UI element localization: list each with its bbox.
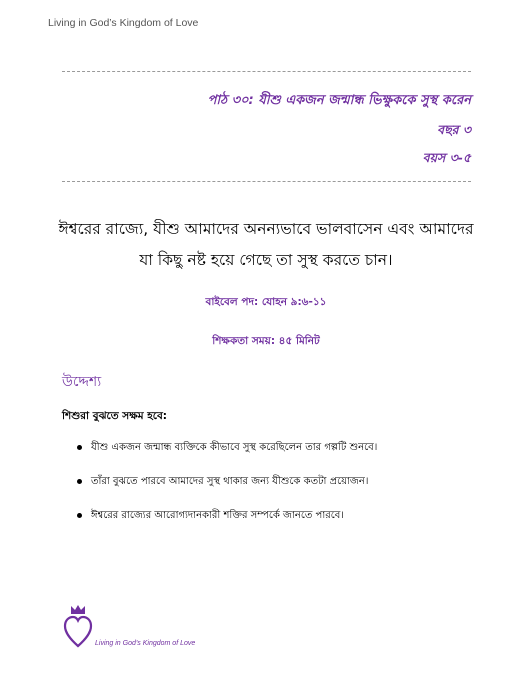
lesson-age: বয়স ৩-৫ [422, 150, 471, 165]
bottom-divider [62, 181, 471, 182]
footer-text: Living in God’s Kingdom of Love [95, 640, 196, 647]
theme-statement [40, 214, 492, 276]
list-item [77, 440, 497, 474]
crown-heart-logo-icon [63, 604, 93, 648]
objective-text: ঈশ্বরের রাজ্যের আরোগ্যদানকারী শক্তির সম্পর্কে জানতে পারবে। [91, 510, 344, 521]
objective-text: যীশু একজন জন্মান্ধ ব্যক্তিকে কীভাবে সুস্থ করেছিলেন তার গল্পটি শুনবে। [91, 442, 378, 453]
bible-passage: বাইবেল পদ: যোহন ৯:৬-১১ [205, 296, 327, 308]
objective-subheading: শিশুরা বুঝতে সক্ষম হবে: [62, 410, 167, 422]
bullet-icon [77, 445, 82, 450]
objective-heading: উদ্দেশ্য [62, 374, 102, 390]
bullet-icon [77, 513, 82, 518]
header-text: Living in God’s Kingdom of Love [48, 17, 199, 29]
bullet-icon [77, 479, 82, 484]
teaching-time: শিক্ষকতা সময়: ৪৫ মিনিট [212, 335, 320, 347]
top-divider [62, 71, 471, 72]
list-item [77, 508, 497, 542]
theme-line-1: ঈশ্বরের রাজ্যে, যীশু আমাদের অনন্যভাবে ভালবাসেন এবং আমাদের [58, 220, 474, 238]
lesson-title: পাঠ ৩০: যীশু একজন জন্মান্ধ ভিক্ষুককে সুস্থ করেন [207, 93, 471, 108]
list-item [77, 474, 497, 508]
objective-text: তাঁরা বুঝতে পারবে আমাদের সুস্থ থাকার জন্য যীশুকে কতটা প্রয়োজন। [91, 476, 369, 487]
theme-line-2: যা কিছু নষ্ট হয়ে গেছে তা সুস্থ করতে চান। [139, 251, 393, 269]
objective-list [77, 440, 497, 542]
lesson-year: বছর ৩ [437, 122, 471, 137]
